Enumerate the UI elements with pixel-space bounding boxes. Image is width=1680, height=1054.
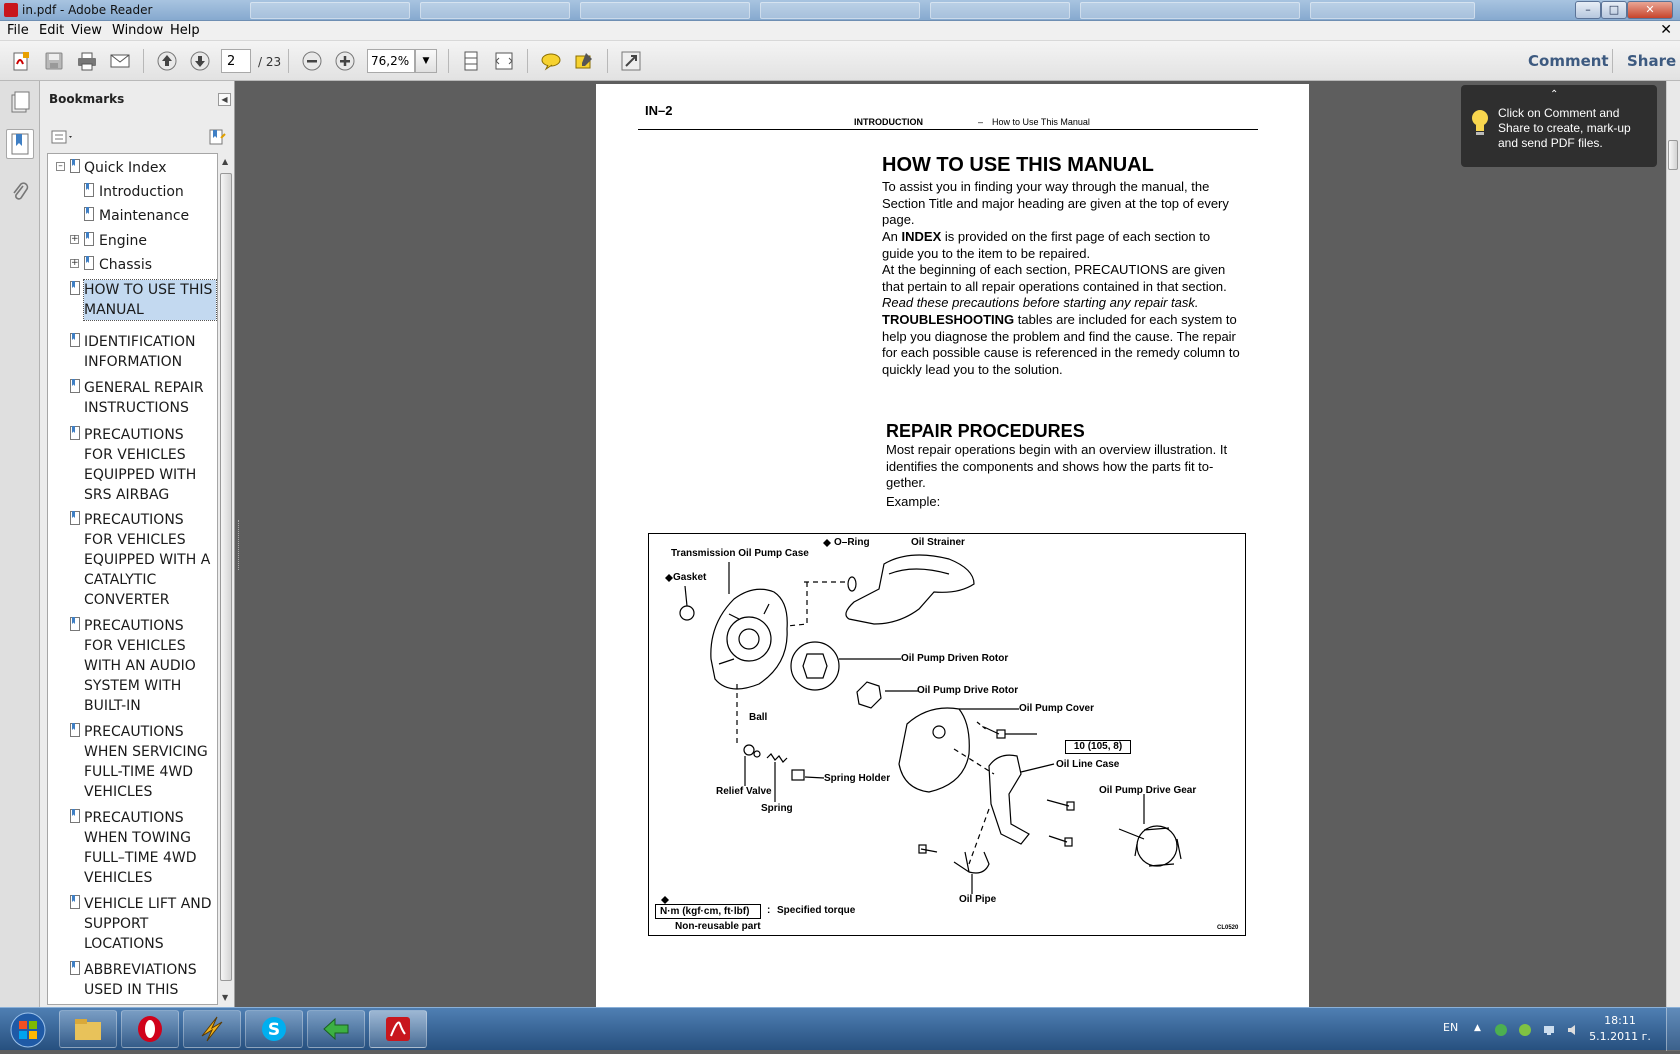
bookmarks-panel [40,81,235,1007]
background-window-ghost [250,2,410,19]
bookmark-label: PRECAUTIONS WHEN TOWING FULL–TIME 4WD VEHICLES [84,810,197,886]
menu-view[interactable]: View [71,23,102,38]
bookmark-icon [84,232,94,246]
paragraph: At the beginning of each section, PRECAUTIONS are given that pertain to all repair operations contained in that section. [882,262,1227,294]
bookmark-label: Introduction [99,184,184,200]
pdf-page [596,84,1309,1007]
bookmark-icon [70,379,80,393]
bookmark-icon [70,617,80,631]
label-o-ring: O–Ring [834,537,870,548]
next-page-icon[interactable] [188,49,212,73]
email-icon[interactable] [108,49,132,73]
toolbar-separator [1612,49,1613,73]
comment-pane-button[interactable]: Comment [1528,52,1609,70]
background-window-ghost [580,2,750,19]
diagram-drawing [649,534,1247,937]
label-oil-line-case: Oil Line Case [1056,759,1120,770]
menu-window[interactable]: Window [112,23,164,38]
new-bookmark-icon[interactable] [207,128,227,146]
splitter-grip[interactable] [238,520,240,570]
fit-page-icon[interactable] [459,49,483,73]
input-language[interactable]: EN [1443,1021,1459,1034]
maximize-button[interactable]: □ [1601,1,1627,19]
label-oil-pipe: Oil Pipe [959,894,997,905]
legend-units: N·m (kgf·cm, ft·lbf) [655,904,761,919]
bookmark-icon [70,333,80,347]
bookmark-icon [84,183,94,197]
bookmark-label: ABBREVIATIONS USED IN THIS [84,962,197,998]
bookmark-label: PRECAUTIONS FOR VEHICLES EQUIPPED WITH A CATALYTIC CONVERTER [84,512,211,608]
network-tray-icon[interactable] [1542,1023,1556,1037]
running-header [638,117,1258,130]
minimize-button[interactable]: – [1575,1,1601,19]
winamp-taskbar-icon[interactable] [183,1010,241,1048]
bookmark-label: VEHICLE LIFT AND SUPPORT LOCATIONS [84,896,212,952]
toolbar-separator [143,49,144,73]
paragraph: Most repair operations begin with an overview illustration. It identifies the components and shows how the parts fit to-gether. [886,442,1228,491]
windows-taskbar [0,1007,1680,1050]
toolbar-separator [527,49,528,73]
bookmark-label: Chassis [99,257,152,273]
bookmark-icon [70,895,80,909]
adobe-reader-app-icon [4,3,18,17]
create-pdf-icon[interactable] [9,49,33,73]
legend-non-reusable: Non-reusable part [675,921,761,932]
save-icon[interactable] [42,49,66,73]
bookmark-label: Maintenance [99,208,190,224]
text-run: is provided on the first page of each section to guide you to the item to be repaired. [882,229,1211,261]
background-window-ghost [930,2,1070,19]
paragraph: Example: [886,494,941,509]
figure-code: CL0520 [1217,925,1239,931]
background-window-ghost [760,2,920,19]
attachments-paperclip-icon[interactable] [6,177,34,207]
label-oil-pump-driven-rotor: Oil Pump Driven Rotor [901,653,1009,664]
svg-text:S: S [267,1020,281,1040]
label-transmission-oil-pump-case: Transmission Oil Pump Case [671,548,809,559]
expand-full-screen-icon[interactable] [619,49,643,73]
bookmark-icon [70,723,80,737]
toolbar-separator [448,49,449,73]
scroll-down-arrow-icon[interactable]: ▼ [222,993,229,1002]
background-window-ghost [420,2,570,19]
label-ball: Ball [749,712,768,723]
explorer-taskbar-icon[interactable] [59,1010,117,1048]
paragraph [882,229,1242,262]
utorrent-tray-icon[interactable] [1494,1023,1508,1037]
zoom-dropdown-icon[interactable]: ▼ [415,49,437,73]
header-section: INTRODUCTION [854,117,923,127]
label-oil-pump-cover: Oil Pump Cover [1019,703,1095,714]
zoom-out-icon[interactable] [300,49,324,73]
bookmarks-panel-icon[interactable] [6,129,34,159]
bookmark-icon [84,256,94,270]
menu-help[interactable]: Help [170,23,200,38]
comment-share-tooltip [1461,85,1657,167]
bookmark-icon [70,426,80,440]
show-desktop-button[interactable] [1666,1008,1680,1051]
tooltip-collapse-icon[interactable]: ⌃ [1550,89,1559,100]
bookmark-label: GENERAL REPAIR INSTRUCTIONS [84,380,204,416]
label-spring: Spring [761,803,793,814]
header-title: How to Use This Manual [992,117,1090,127]
system-clock[interactable] [1584,1013,1656,1045]
page-thumbnails-icon[interactable] [6,87,34,117]
bookmark-tree [47,153,218,1005]
navigation-pane-strip [0,81,40,1007]
text-run: An [882,229,902,244]
toolbar-separator [607,49,608,73]
scroll-up-arrow-icon[interactable]: ▲ [222,157,229,166]
background-window-ghost [1080,2,1300,19]
label-oil-pump-drive-rotor: Oil Pump Drive Rotor [917,685,1019,696]
paragraph [882,312,1242,378]
document-view[interactable] [242,81,1666,1007]
volume-tray-icon[interactable] [1566,1023,1580,1037]
label-oil-pump-drive-gear: Oil Pump Drive Gear [1099,785,1197,796]
expand-node-icon[interactable]: + [71,258,79,268]
collapse-node-icon[interactable]: – [56,162,65,171]
header-dash: – [978,117,984,127]
page-total: / 23 [258,55,282,69]
document-scroll-thumb[interactable] [1668,140,1678,170]
highlight-text-icon[interactable] [572,49,596,73]
show-hidden-icons-icon[interactable]: ▲ [1474,1023,1481,1033]
expand-node-icon[interactable]: + [71,234,79,244]
window-title: in.pdf - Adobe Reader [22,3,153,17]
page-number-input[interactable] [221,49,251,73]
download-manager-taskbar-icon[interactable] [307,1010,365,1048]
bookmarks-scroll-thumb[interactable] [220,173,232,981]
heading-repair-procedures: REPAIR PROCEDURES [886,421,1085,441]
print-icon[interactable] [75,49,99,73]
bookmark-icon [70,809,80,823]
document-scrollbar[interactable] [1666,81,1680,1007]
bookmark-label: PRECAUTIONS FOR VEHICLES WITH AN AUDIO SYSTEM WITH BUILT-IN [84,618,196,714]
title-bar [0,0,1680,21]
sticky-note-icon[interactable] [539,49,563,73]
toolbar [0,41,1680,81]
adobe-reader-taskbar-icon[interactable] [369,1010,427,1048]
share-pane-button[interactable]: Share [1627,52,1677,70]
bookmark-icon [84,207,94,221]
previous-page-icon[interactable] [155,49,179,73]
menu-file[interactable]: File [7,23,29,38]
background-window-ghost [1310,2,1475,19]
bookmark-icon [70,511,80,525]
bookmarks-panel-title: Bookmarks [49,92,125,106]
legend-specified-torque: Specified torque [777,905,856,916]
clock-time: 18:11 [1604,1014,1636,1027]
collapse-panel-icon[interactable]: ◀ [218,93,231,106]
zoom-in-icon[interactable] [333,49,357,73]
paragraph-italic: Read these precautions before starting any repair task. [882,295,1199,310]
label-relief-valve: Relief Valve [716,786,772,797]
bookmark-icon [70,281,80,295]
bookmark-label: HOW TO USE THIS MANUAL [84,280,216,320]
label-gasket: Gasket [673,572,707,583]
menu-edit[interactable]: Edit [39,23,65,38]
toolbar-separator [288,49,289,73]
heading-how-to-use: HOW TO USE THIS MANUAL [882,154,1154,176]
text-run: tables are included for each system to help you diagnose the problem and find the cause. The repair for each possible cause is referenced in the remedy column to quickly lead you to the solution. [882,312,1240,377]
antivirus-tray-icon[interactable] [1518,1023,1532,1037]
bookmark-icon [70,961,80,975]
page-number-label: IN–2 [645,103,673,118]
zoom-level-input[interactable] [367,49,415,73]
tooltip-text: Click on Comment and Share to create, mark-up and send PDF files. [1498,106,1631,150]
opera-taskbar-icon[interactable] [121,1010,179,1048]
fit-width-icon[interactable] [492,49,516,73]
close-document-icon[interactable]: ✕ [1660,22,1672,38]
text-run-bold: TROUBLESHOOTING [882,312,1015,327]
bookmark-options-icon[interactable] [50,128,76,146]
close-button[interactable]: ✕ [1627,1,1673,19]
label-spring-holder: Spring Holder [824,773,891,784]
bookmark-label: IDENTIFICATION INFORMATION [84,334,196,370]
legend-colon: : [767,905,771,916]
paragraph: To assist you in finding your way through the manual, the Section Title and major heading are given at the top of every page. [882,179,1229,228]
bookmark-label: Engine [99,233,147,249]
label-oil-strainer: Oil Strainer [911,537,965,548]
bookmark-label: PRECAUTIONS WHEN SERVICING FULL-TIME 4WD VEHICLES [84,724,208,800]
bookmark-label: Quick Index [84,160,167,176]
menu-bar [0,21,1680,41]
start-button[interactable] [3,1010,53,1050]
bookmark-icon [70,159,80,173]
text-run-bold: INDEX [901,229,942,244]
clock-date: 5.1.2011 г. [1589,1030,1651,1043]
skype-taskbar-icon[interactable] [245,1010,303,1048]
bookmark-label: PRECAUTIONS FOR VEHICLES EQUIPPED WITH SRS AIRBAG [84,427,197,503]
label-torque-value: 10 (105, 8) [1065,740,1131,754]
oil-pump-exploded-diagram [648,533,1246,936]
lightbulb-icon [1471,109,1489,137]
